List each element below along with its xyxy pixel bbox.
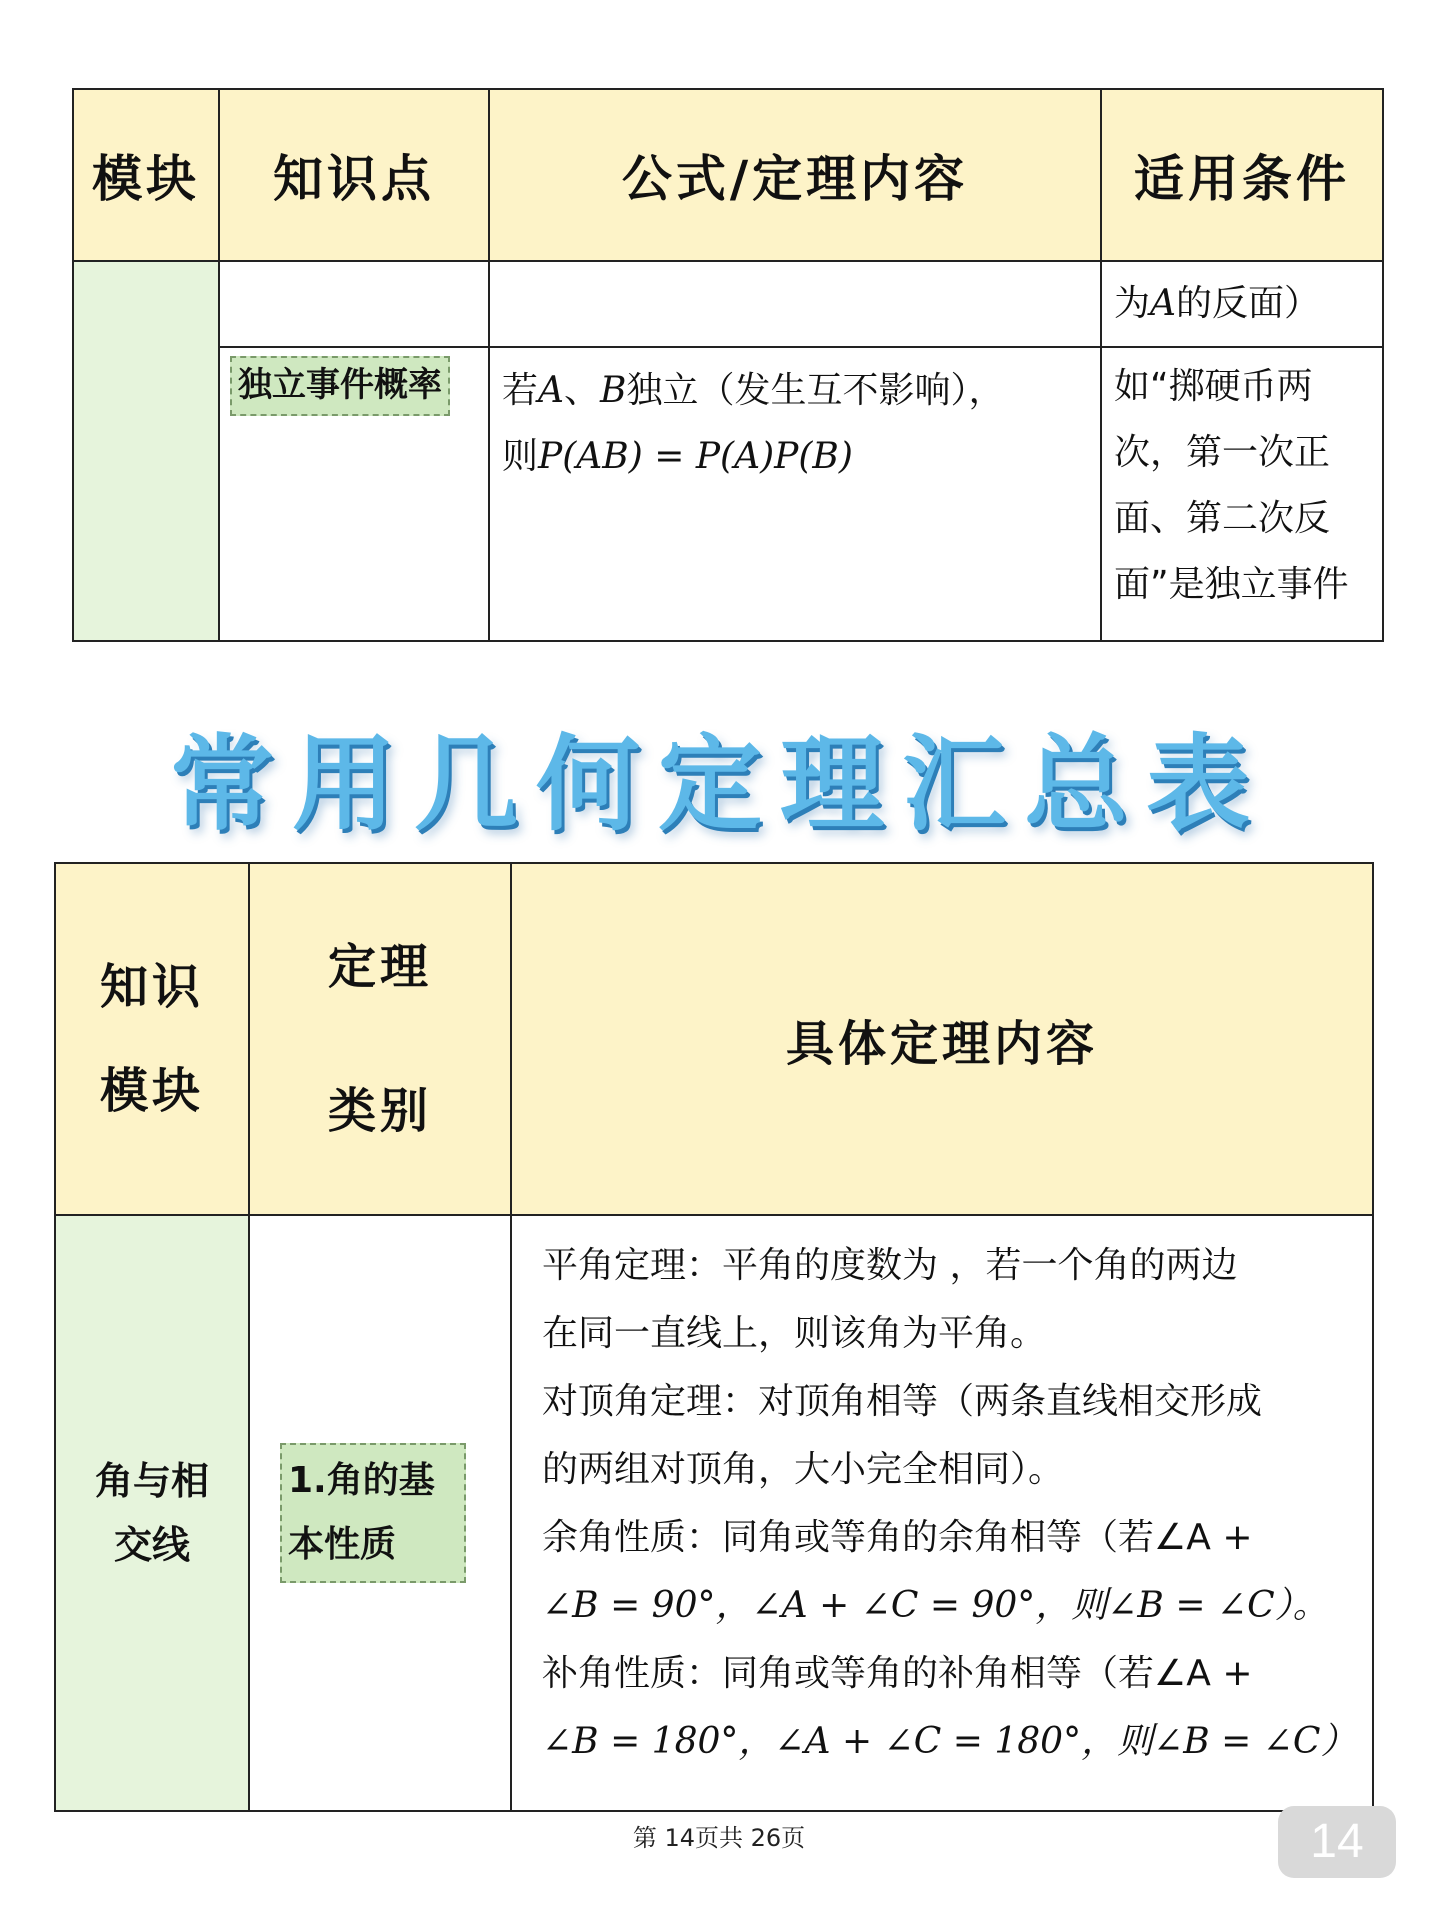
formula-line-1: 若A、B独立（发生互不影响）， [502, 370, 1005, 411]
page-number-badge: 14 [1278, 1806, 1396, 1878]
module-cell-angles: 角与相交线 [55, 1215, 249, 1811]
geometry-table [54, 862, 1374, 1812]
section-title: 常用几何定理汇总表 [169, 722, 1268, 845]
theorem-content-cell [511, 1215, 1373, 1811]
content-line: 对顶角定理：对顶角相等（两条直线相交形成 [542, 1381, 1263, 1422]
probability-table [72, 88, 1384, 642]
content-line: 的两组对顶角，大小完全相同）。 [542, 1449, 1065, 1490]
formula-line-2: 则P(AB) = P(A)P(B) [502, 436, 853, 477]
content-line: ∠B = 90°，∠A + ∠C = 90°，则∠B = ∠C）。 [542, 1585, 1329, 1626]
header-knowledge-module: 知识 模块 [55, 863, 249, 1215]
empty-topic-cell [219, 261, 489, 347]
header-formula: 公式/定理内容 [489, 89, 1101, 261]
header-knowledge-point: 知识点 [219, 89, 489, 261]
topic-cell [219, 347, 489, 641]
header-module: 模块 [73, 89, 219, 261]
content-line: 在同一直线上，则该角为平角。 [542, 1313, 1047, 1354]
content-line: 余角性质：同角或等角的余角相等（若∠A + [542, 1517, 1253, 1558]
content-line: 平角定理：平角的度数为 ，若一个角的两边 [542, 1245, 1238, 1286]
content-line: ∠B = 180°，∠A + ∠C = 180°，则∠B = ∠C） [542, 1721, 1357, 1762]
condition-cell: 为A的反面） [1101, 261, 1383, 347]
header-theorem-category: 定理 类别 [249, 863, 511, 1215]
header-theorem-content: 具体定理内容 [511, 863, 1373, 1215]
content-line: 补角性质：同角或等角的补角相等（若∠A + [542, 1653, 1253, 1694]
category-highlight: 1.角的基本性质 [280, 1443, 466, 1583]
topic-highlight: 独立事件概率 [230, 356, 450, 416]
condition-example-cell: 如“掷硬币两次，第一次正面、第二次反面”是独立事件 [1101, 347, 1383, 641]
formula-cell [489, 347, 1101, 641]
header-condition: 适用条件 [1101, 89, 1383, 261]
category-cell [249, 1215, 511, 1811]
page-footer: 第 14页共 26页 [632, 1824, 806, 1852]
empty-formula-cell [489, 261, 1101, 347]
module-cell [73, 261, 219, 641]
